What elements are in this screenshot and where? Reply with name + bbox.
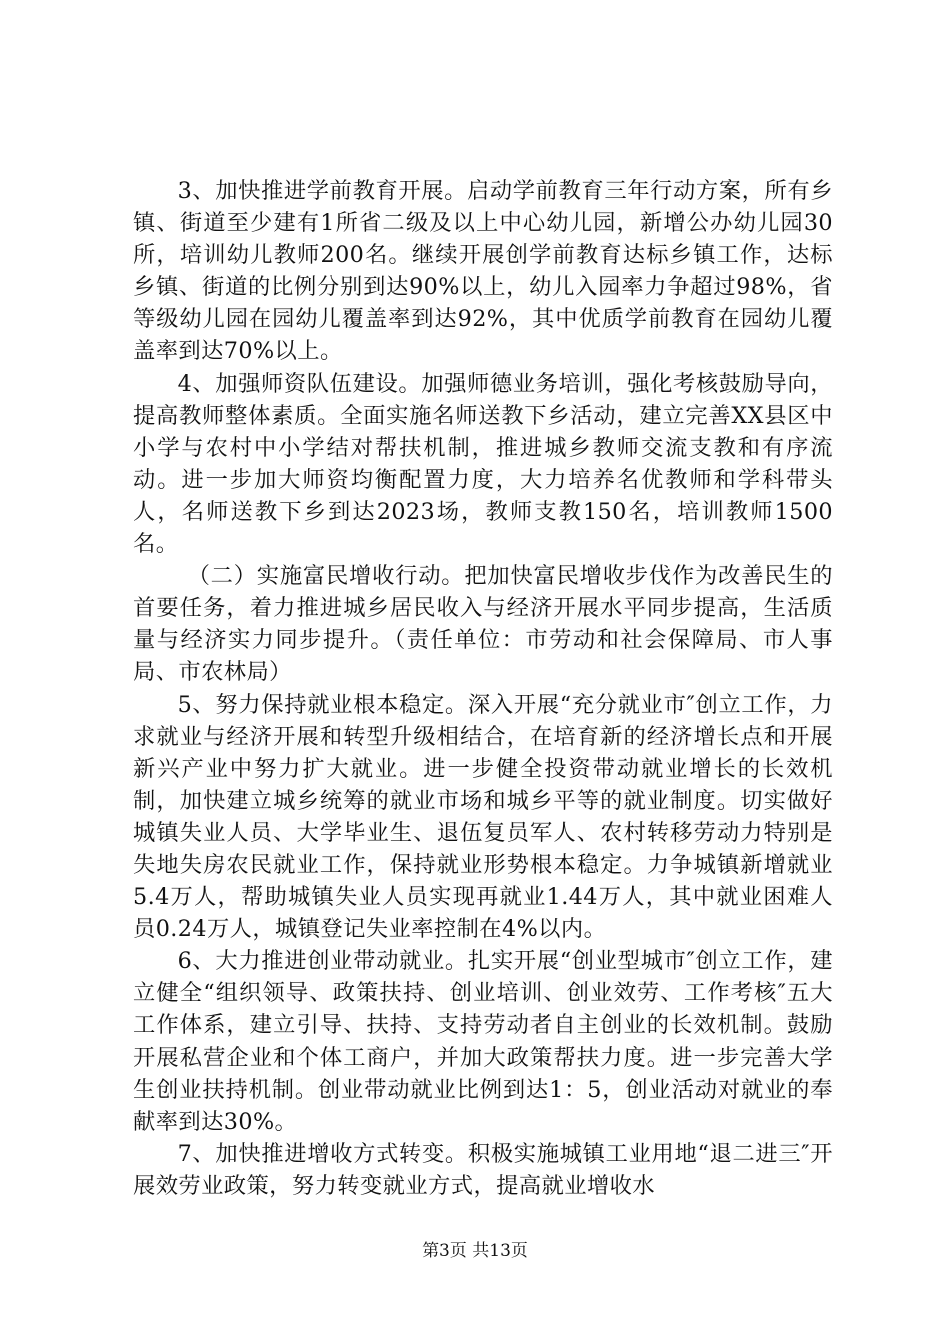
paragraph-entrepreneurship: 6、大力推进创业带动就业。扎实开展“创业型城市″创立工作，建立健全“组织领导、政策扶持、创业培训、创业效劳、工作考核″五大工作体系，建立引导、扶持、支持劳动者自主创业的长效机制。鼓励开展私营企业和个体工商户，并加大政策帮扶力度。进一步完善大学生创业扶持机制。创业带动就业比例到达1：5，创业活动对就业的奉献率到达30%。 [133,948,833,1135]
section-heading-income-action: （二）实施富民增收行动。把加快富民增收步伐作为改善民生的首要任务，着力推进城乡居民收入与经济开展水平同步提高，生活质量与经济实力同步提升。（责任单位：市劳动和社会保障局、市人事局、市农林局） [133,563,833,686]
paragraph-income-transformation: 7、加快推进增收方式转变。积极实施城镇工业用地“退二进三″开展效劳业政策，努力转变就业方式，提高就业增收水 [133,1140,833,1199]
page-footer: 第3页 共13页 [422,1241,528,1261]
document-body [133,175,833,1202]
paragraph-preschool-education: 3、加快推进学前教育开展。启动学前教育三年行动方案，所有乡镇、街道至少建有1所省二级及以上中心幼儿园，新增公办幼儿园30所，培训幼儿教师200名。继续开展创学前教育达标乡镇工作，达标乡镇、街道的比例分别到达90%以上，幼儿入园率力争超过98%，省等级幼儿园在园幼儿覆盖率到达92%，其中优质学前教育在园幼儿覆盖率到达70%以上。 [133,178,833,365]
paragraph-teacher-team: 4、加强师资队伍建设。加强师德业务培训，强化考核鼓励导向，提高教师整体素质。全面实施名师送教下乡活动，建立完善XX县区中小学与农村中小学结对帮扶机制，推进城乡教师交流支教和有序流动。进一步加大师资均衡配置力度，大力培养名优教师和学科带头人，名师送教下乡到达2023场，教师支教150名，培训教师1500名。 [133,370,833,558]
paragraph-employment-stability: 5、努力保持就业根本稳定。深入开展“充分就业市″创立工作，力求就业与经济开展和转型升级相结合，在培育新的经济增长点和开展新兴产业中努力扩大就业。进一步健全投资带动就业增长的长效机制，加快建立城乡统筹的就业市场和城乡平等的就业制度。切实做好城镇失业人员、大学毕业生、退伍复员军人、农村转移劳动力特别是失地失房农民就业工作，保持就业形势根本稳定。力争城镇新增就业5.4万人，帮助城镇失业人员实现再就业1.44万人，其中就业困难人员0.24万人，城镇登记失业率控制在4%以内。 [133,691,833,943]
